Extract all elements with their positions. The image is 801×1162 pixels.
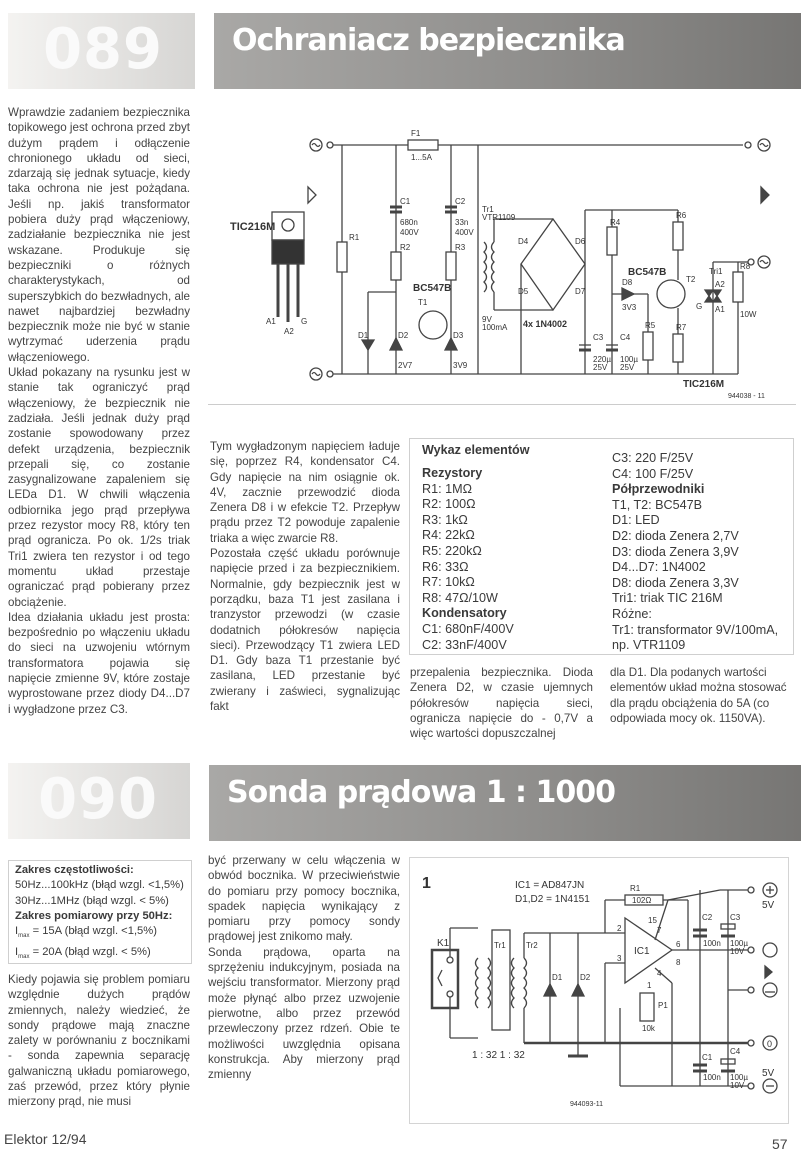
label: 5V xyxy=(762,900,775,911)
label: R8 xyxy=(740,262,751,271)
spec-heading: Zakres pomiarowy przy 50Hz: xyxy=(15,909,173,922)
label: 3 xyxy=(617,954,622,963)
fuse-f1 xyxy=(408,140,438,150)
parts-item: D3: dioda Zenera 3,9V xyxy=(612,544,739,559)
article-number: 090 xyxy=(38,767,158,832)
schematic-diagram xyxy=(410,858,788,1123)
label: 15 xyxy=(648,916,657,925)
article-title-box xyxy=(209,765,801,841)
label: 8 xyxy=(676,958,681,967)
label: 400V xyxy=(455,228,474,237)
terminal-output-icon xyxy=(748,943,777,957)
parts-list-right xyxy=(612,451,778,654)
parts-item: Różne: xyxy=(612,606,652,621)
parts-item: D2: dioda Zenera 2,7V xyxy=(612,528,739,543)
label: D1 xyxy=(552,973,563,982)
label: R6 xyxy=(676,211,687,220)
schematic-figure-current-probe xyxy=(409,857,789,1124)
ac-input-bottom-icon xyxy=(310,368,333,380)
label: 2V7 xyxy=(398,361,413,370)
article1-column-4 xyxy=(610,665,793,726)
diode-d1-icon xyxy=(544,984,556,996)
label: A1 xyxy=(266,317,276,326)
imax-symbol: I xyxy=(15,945,19,958)
label: TIC216M xyxy=(230,221,276,233)
parts-item: C4: 100 F/25V xyxy=(612,466,694,481)
ac-input-top-icon xyxy=(310,139,333,151)
parts-item: C3: 220 F/25V xyxy=(612,451,694,465)
label: 6 xyxy=(676,940,681,949)
spec-line xyxy=(15,924,191,945)
terminal-ground-icon xyxy=(748,983,777,997)
parts-category: Rezystory xyxy=(422,466,483,480)
label: Tri1 xyxy=(709,267,723,276)
label: D4 xyxy=(518,237,529,246)
label: R2 xyxy=(400,243,411,252)
parts-category: Kondensatory xyxy=(422,606,507,621)
terminal-plus-5v-icon xyxy=(748,883,777,897)
led-d1-icon xyxy=(362,340,374,350)
label: Tr1 xyxy=(494,941,506,950)
label: G xyxy=(696,302,703,311)
ac-output-top-icon xyxy=(745,139,770,151)
label: T1 xyxy=(418,298,428,307)
label: R1 xyxy=(349,233,360,242)
parts-item: R5: 220kΩ xyxy=(422,543,482,558)
footer-page-number: 57 xyxy=(772,1136,788,1152)
label: 102Ω xyxy=(632,896,652,905)
parts-item: R7: 10kΩ xyxy=(422,575,475,590)
bridge-rectifier-icon xyxy=(521,219,585,310)
parts-item: D8: dioda Zenera 3,3V xyxy=(612,575,739,590)
paragraph: Układ pokazany na rysunku jest w stanie tak ograniczyć prąd włączeniowy, że bezpiecznik nie zadziała. Jeśli jednak duży prąd zostanie spowodowany przez defekt urządzenia, bezpiecznik przepali się, co zostanie zasygnalizowane zapaleniem się LEDa D1. W chwili włączenia odbiornika jego prąd przepływa przez rezystor mocy R8, który ten prąd ogranicza. Po ok. 1/2s triak Tri1 zwiera ten rezystor i od tego momentu układ przestaje ograniczać prąd pobierany przez obciążenie. xyxy=(8,366,190,609)
footer-publication: Elektor 12/94 xyxy=(4,1131,87,1147)
label: 100µ xyxy=(730,939,748,948)
label: 10V xyxy=(730,947,745,956)
input-arrow-icon xyxy=(308,187,316,203)
label: D6 xyxy=(575,237,586,246)
parts-item: C2: 33nF/400V xyxy=(422,637,507,652)
label: 100µ xyxy=(730,1073,748,1082)
label: C1 xyxy=(400,197,411,206)
article2-column-1 xyxy=(8,972,190,1110)
article2-column-2 xyxy=(208,853,400,1082)
spec-line xyxy=(15,945,191,966)
paragraph: dla D1. Dla podanych wartości elementów układ można stosować dla prądu obciążenia do 5A (co odpowiada mocy ok. 1150VA). xyxy=(610,666,787,725)
label: R5 xyxy=(645,321,656,330)
imax-subscript: max xyxy=(18,933,30,940)
spec-value: = 20A (błąd wzgl. < 5%) xyxy=(32,945,151,958)
label: D1 xyxy=(358,331,369,340)
diode-d2-icon xyxy=(572,984,584,996)
article-number-box xyxy=(8,763,190,839)
transformer-tr1-icon xyxy=(484,242,487,292)
label: D2 xyxy=(580,973,591,982)
spec-line: 30Hz...1MHz (błąd wzgl. < 5%) xyxy=(15,894,169,907)
label: IC1 xyxy=(634,946,650,957)
label: 1...5A xyxy=(411,153,432,162)
label: Tr2 xyxy=(526,941,538,950)
label: C2 xyxy=(455,197,466,206)
label: G xyxy=(301,317,308,326)
label: 25V xyxy=(593,363,608,372)
label: D1,D2 = 1N4151 xyxy=(515,894,590,905)
label: 4x 1N4002 xyxy=(523,319,568,329)
terminal-zero-icon xyxy=(748,1036,777,1050)
article-number: 089 xyxy=(43,17,163,82)
label: D3 xyxy=(453,331,464,340)
label: 1 : 32 1 : 32 xyxy=(472,1050,525,1061)
label: 100µ xyxy=(620,355,638,364)
parts-item: Tr1: transformator 9V/100mA, xyxy=(612,622,779,637)
label: 680n xyxy=(400,218,418,227)
label: D2 xyxy=(398,331,409,340)
article-title: Sonda prądowa 1 : 1000 xyxy=(227,775,615,810)
parts-item: np. VTR1109 xyxy=(612,638,686,653)
label: 10k xyxy=(642,1024,655,1033)
spec-value: = 15A (błąd wzgl. <1,5%) xyxy=(32,925,157,938)
parts-list-heading: Wykaz elementów xyxy=(422,443,530,457)
label: BC547B xyxy=(413,283,452,294)
label: C2 xyxy=(702,913,713,922)
parts-item: C1: 680nF/400V xyxy=(422,621,514,636)
parts-category: Półprzewodniki xyxy=(612,482,705,497)
label: D7 xyxy=(575,287,586,296)
figure-number: 1 xyxy=(422,875,431,892)
schematic-figure-fuse-protector xyxy=(208,112,796,405)
figure-code: 944093-11 xyxy=(570,1101,603,1108)
label: D5 xyxy=(518,287,529,296)
label: 100n xyxy=(703,939,721,948)
label: 5V xyxy=(762,1068,775,1079)
paragraph: Wprawdzie zadaniem bezpiecznika topikowego jest ochrona przed zbyt dużym prądem i odłączenie chronionego układu od sieci, zdarzają się jednak sytuacje, kiedy taka ochrona nie jest pożądana. Jeśli np. jakiś transformator pobiera duży prąd włączeniowy, zadziałanie bezpiecznika nie jest wskazane. Produkuje się bezpieczniki o różnych charakterystykach, od superszybkich do bezwładnych, ale nawet najbardziej bezwładny bezpiecznik może nie być w stanie wytrzymać uderzenia prądu włączeniowego. xyxy=(8,106,190,364)
article1-column-1 xyxy=(8,105,190,717)
label: A2 xyxy=(284,327,294,336)
parts-item: Tri1: triak TIC 216M xyxy=(612,591,723,606)
parts-item: R4: 22kΩ xyxy=(422,528,475,543)
parts-item: R1: 1MΩ xyxy=(422,481,473,496)
label: R3 xyxy=(455,243,466,252)
article1-column-3 xyxy=(410,665,593,741)
label: R1 xyxy=(630,884,641,893)
label: C4 xyxy=(620,333,631,342)
label: 1 xyxy=(647,981,652,990)
parts-item: R2: 100Ω xyxy=(422,497,476,512)
label: 4 xyxy=(657,969,662,978)
label: 0 xyxy=(767,1039,773,1049)
label: 33n xyxy=(455,218,469,227)
label: 10W xyxy=(740,310,757,319)
paragraph: być przerwany w celu włączenia w obwód bocznika. W przeciwieństwie do pomiaru przy pomocy bocznika, spadek napięcia wynikający z pomiaru przy pomocy sondy prądowej jest znikomo mały. xyxy=(208,854,400,944)
article1-column-2 xyxy=(210,439,400,714)
parts-item: D1: LED xyxy=(612,513,660,528)
figure-code: 944038 - 11 xyxy=(728,393,765,400)
label: 3V3 xyxy=(622,303,637,312)
label: 2 xyxy=(617,924,622,933)
label: R7 xyxy=(676,323,687,332)
spec-line: 50Hz...100kHz (błąd wzgl. <1,5%) xyxy=(15,879,184,892)
label: R4 xyxy=(610,218,621,227)
article-number-box xyxy=(8,13,195,89)
output-arrow-icon xyxy=(765,966,772,978)
article-title-box xyxy=(214,13,801,89)
label: T2 xyxy=(686,275,696,284)
ac-output-bottom-icon xyxy=(748,256,770,268)
potentiometer-p1-icon xyxy=(640,993,654,1021)
paragraph: Idea działania układu jest prosta: bezpośrednio po włączeniu układu do sieci na uzwojeniu wtórnym transformatora pojawia się napięcie zmienne 9V, które zostaje wyprostowane przez diody D4...D7 i wygładzone przez C3. xyxy=(8,610,190,716)
specifications-box xyxy=(8,860,192,964)
label: A2 xyxy=(715,280,725,289)
label: 25V xyxy=(620,363,635,372)
parts-list-left xyxy=(422,466,514,653)
label: Tr1 xyxy=(482,205,494,214)
label: C1 xyxy=(702,1053,713,1062)
parts-item: R3: 1kΩ xyxy=(422,512,468,527)
imax-subscript: max xyxy=(18,953,30,960)
label: VTR1109 xyxy=(482,213,516,222)
label: K1 xyxy=(437,938,450,949)
parts-item: T1, T2: BC547B xyxy=(612,497,703,512)
paragraph: Tym wygładzonym napięciem ładuje się, poprzez R4, kondensator C4. Gdy napięcie na nim osiągnie ok. 4V, zacznie przewodzić dioda Zenera D8 i w efekcie T2. Przepływ prądu przez T2 powoduje zapalenie triaka a więc zwarcie R8. xyxy=(210,440,400,545)
label: BC547B xyxy=(628,267,667,278)
label: F1 xyxy=(411,129,421,138)
connector-k1-icon xyxy=(432,950,458,1008)
output-arrow-icon xyxy=(761,187,769,203)
article-title: Ochraniacz bezpiecznika xyxy=(232,23,625,58)
tic216m-package-icon xyxy=(272,212,304,322)
label: C4 xyxy=(730,1047,741,1056)
label: 100mA xyxy=(482,323,508,332)
label: 220µ xyxy=(593,355,611,364)
paragraph: Pozostała część układu porównuje napięcie przed i za bezpiecznikiem. Normalnie, gdy bezpiecznik jest w porządku, baza T1 jest zasilana i tranzystor przewodzi (w czasie dodatnich półokresów napięcia sieci). Przewodzący T1 zwiera LED D1. Gdy baza T1 przestanie być zasilana, LED przestanie być zwierany i zaświeci, sygnalizując fakt xyxy=(210,547,400,714)
label: TIC216M xyxy=(683,379,725,390)
transistor-t2-icon xyxy=(657,280,685,308)
terminal-minus-5v-icon xyxy=(748,1079,777,1093)
label: IC1 = AD847JN xyxy=(515,880,585,891)
paragraph: Sonda prądowa, oparta na sprzężeniu indukcyjnym, posiada na wejściu transformator. Mierzony prąd może płynąć albo przez uzwojenie pierwotne, albo przez przewód przewleczony przez rdzeń. Obie te możliwości uwzględnia opisana konstrukcja. Aby mierzony prąd zmienny xyxy=(208,945,400,1082)
zener-d8-icon xyxy=(622,288,634,300)
transistor-t1-icon xyxy=(419,311,447,339)
parts-item: R8: 47Ω/10W xyxy=(422,590,498,605)
label: P1 xyxy=(658,1001,668,1010)
paragraph: Kiedy pojawia się problem pomiaru względnie dużych prądów zmiennych, należy wiedzieć, że sondy prądowe mają znaczne zalety w porównaniu z bocznikami - sonda zapewnia separację galwaniczną układu pomiarowego, zaś przewód, przez który płynie mierzony prąd, nie musi xyxy=(8,973,190,1109)
label: 10V xyxy=(730,1081,745,1090)
label: 7 xyxy=(657,926,662,935)
label: 400V xyxy=(400,228,419,237)
spec-heading: Zakres częstotliwości: xyxy=(15,864,134,876)
label: A1 xyxy=(715,305,725,314)
label: D8 xyxy=(622,278,633,287)
label: 100n xyxy=(703,1073,721,1082)
schematic-diagram xyxy=(208,112,796,404)
label: 3V9 xyxy=(453,361,468,370)
label: 9V xyxy=(482,315,492,324)
imax-symbol: I xyxy=(15,925,19,938)
parts-list-box xyxy=(409,438,794,655)
label: C3 xyxy=(593,333,604,342)
parts-item: R6: 33Ω xyxy=(422,559,469,574)
label: C3 xyxy=(730,913,741,922)
parts-item: D4...D7: 1N4002 xyxy=(612,560,706,575)
paragraph: przepalenia bezpiecznika. Dioda Zenera D2, w czasie ujemnych półokresów napięcia sieci, ogranicza napięcie do - 0,7V a więc wartości dopuszczalnej xyxy=(410,666,593,741)
